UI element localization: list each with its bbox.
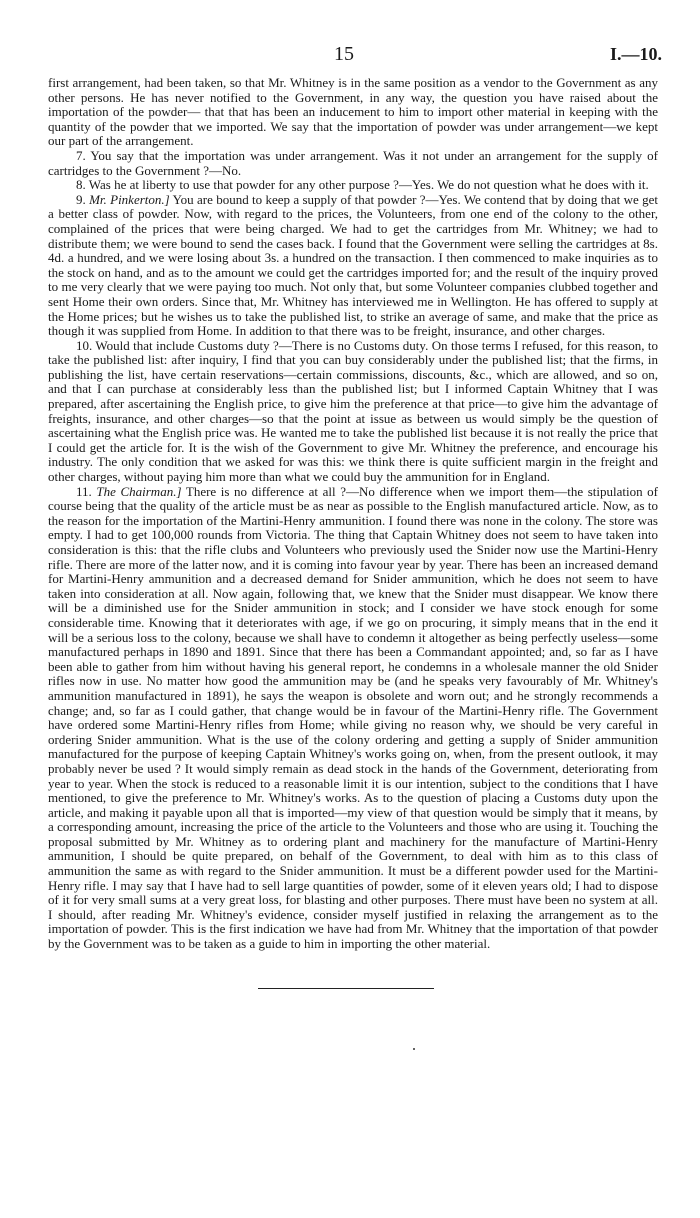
question-number: 9. bbox=[76, 191, 86, 207]
paragraph-text: Would that include Customs duty ?—There is no Customs duty. On those terms I refused, for this reason, to take the published list: after inquiry, I find that you can buy considerably under the published list; that the firms, in publishing the list, have certain reservations—certain commissions, discounts, &c., which are allowed, and so on, and that I can purchase at considerably less than the published list; but I informed Captain Whitney that I was prepared, after ascertaining the English price, to give him the preference at that price—to give him the advantage of freights, insurance, and other charges—so that the point at issue as between us would simply be the question of ascertaining what the English price was. He wanted me to take the published list because it is not really the price that I could get the article for. It is the wish of the Government to give Mr. Whitney the preference, and encourage his industry. The only condition that we asked for was this: we think there is quite sufficient margin in the freight and other charges, without paying him more than what we could buy the ammunition for in England. bbox=[48, 337, 658, 485]
paragraph-text: You are bound to keep a supply of that powder ?—Yes. We contend that by doing that we get a better class of powder. Now, with regard to the prices, the Volunteers, from one end of the colony to the other, complained of the prices that were being charged. We had to get the cartridges from Mr. Whitney; we had to distribute them; we were bound to send the cases back. I found that the Government were selling the cartridges at 8s. 4d. a hundred, and we were losing about 3s. a hundred on the transaction. I then commenced to make inquiries as to the stock on hand, and as to the amount we could get the cartridges imported for; and the result of the inquiry proved to me very clearly that we were paying too much. Not only that, but some Volunteer companies clubbed together and sent Home their own orders. Since that, Mr. Whitney has interviewed me in Wellington. He has offered to supply at the Home prices; but he wishes us to take the published list, to strike an average of same, and make that the price as though it was supplied from Home. In addition to that there was to be freight, insurance, and other charges. bbox=[48, 191, 658, 339]
paper-reference: I.—10. bbox=[609, 44, 662, 64]
paragraph-text: You say that the importation was under arrangement. Was it not under an arrangement for the supply of cartridges to the Government ?—No. bbox=[48, 147, 658, 178]
section-divider-rule bbox=[258, 988, 434, 989]
paragraph-continuation bbox=[48, 76, 658, 149]
speaker-name: Mr. Pinkerton.] bbox=[89, 191, 170, 207]
paragraph-text: first arrangement, had been taken, so that Mr. Whitney is in the same position as a vendor to the Government as any other persons. He has never notified to the Government, in any way, the question you have raised about the importation of the powder— that that has been an inducement to him to import other material in keeping with the quantity of the powder that we imported. We say that the importation of powder was under arrangement—we kept our part of the arrangement. bbox=[48, 75, 658, 149]
question-7 bbox=[48, 149, 658, 178]
speaker-name: The Chairman.] bbox=[96, 483, 182, 499]
paragraph-text: There is no difference at all ?—No difference when we import them—the stipulation of course being that the quality of the article must be as near as possible to the English manufactured article. Now, as to the reason for the importation of the Martini-Henry ammunition. I found there was none in the colony. The store was empty. I had to get 100,000 rounds from Victoria. The thing that Captain Whitney does not seem to have taken into consideration is this: that the rifle clubs and Volunteers who previously used the Snider now use the Martini-Henry rifle. There are more of the latter now, and it is coming into favour year by year. There has been an increased demand for Martini-Henry ammunition and a decreased demand for Snider ammunition, which he does not seem to have taken into consideration at all. Now again, following that, we knew that the Snider must disappear. We know there will be a diminished use for the Snider ammunition in stock; and I consider we have stock enough for some considerable time. Knowing that it deteriorates with age, if we go on procuring, it simply means that in the end it will be a serious loss to the colony, because we shall have to condemn it altogether as being perfectly useless—some manufactured perhaps in 1890 and 1891. Since that there has been a Commandant appointed; and, so far as I have been able to gather from him without having his general report, he condemns in a wholesale manner the old Snider rifles now in use. No matter how good the ammunition may be (and he speaks very favourably of Mr. Whitney's ammunition manufactured in 1891), he says the weapon is obsolete and worn out; and he strongly recommends a change; and, so far as I could gather, that change would be in favour of the Martini-Henry rifle. The Government have ordered some Martini-Henry rifles from Home; while giving no reason why, we should be very careful in ordering Snider ammunition. What is the use of the colony ordering and getting a supply of Snider ammunition manufactured for the purpose of keeping Captain Whitney's works going on, when, from the present outlook, it may probably never be used ? It would simply remain as dead stock in the hands of the Government, deteriorating from year to year. When the stock is reduced to a reasonable limit it is our intention, subject to the conditions that I have mentioned, to give the preference to Mr. Whitney's works. As to the question of placing a Customs duty upon the article, and making it payable upon all that is imported—my view of that question would be simply that it means, by a corresponding amount, increasing the price of the article to the Volunteers and those who are using it. Touching the proposal submitted by Mr. Whitney as to ordering plant and machinery for the manufacture of Martini-Henry ammunition, I should be quite prepared, on behalf of the Government, to deal with him as to this class of ammunition the same as with regard to the Snider ammunition. It must be a different powder used for the Martini-Henry rifle. I may say that I have had to sell large quantities of powder, some of it eleven years old; I had to dispose of it for very small sums at a very great loss, for blasting and other purposes. There must have been no system at all. I should, after reading Mr. Whitney's evidence, consider myself justified in relaxing the arrangement as to the importation of powder. This is the first indication we have had from Mr. Whitney that the importation of that powder by the Government was to be taken as a guide to him in importing the other material. bbox=[48, 483, 659, 952]
page-number: 15 bbox=[334, 43, 354, 65]
question-10 bbox=[48, 339, 658, 485]
printer-mark-dot bbox=[413, 1048, 415, 1050]
question-9 bbox=[48, 193, 658, 339]
question-number: 7. bbox=[76, 147, 86, 163]
question-number: 8. bbox=[76, 177, 86, 193]
evidence-text bbox=[48, 76, 658, 952]
paragraph-text: Was he at liberty to use that powder for any other purpose ?—Yes. We do not question what he does with it. bbox=[88, 177, 649, 193]
page-header bbox=[0, 42, 700, 66]
question-11 bbox=[48, 485, 658, 952]
question-8 bbox=[48, 178, 658, 193]
question-number: 11. bbox=[76, 483, 92, 499]
question-number: 10. bbox=[76, 337, 93, 353]
